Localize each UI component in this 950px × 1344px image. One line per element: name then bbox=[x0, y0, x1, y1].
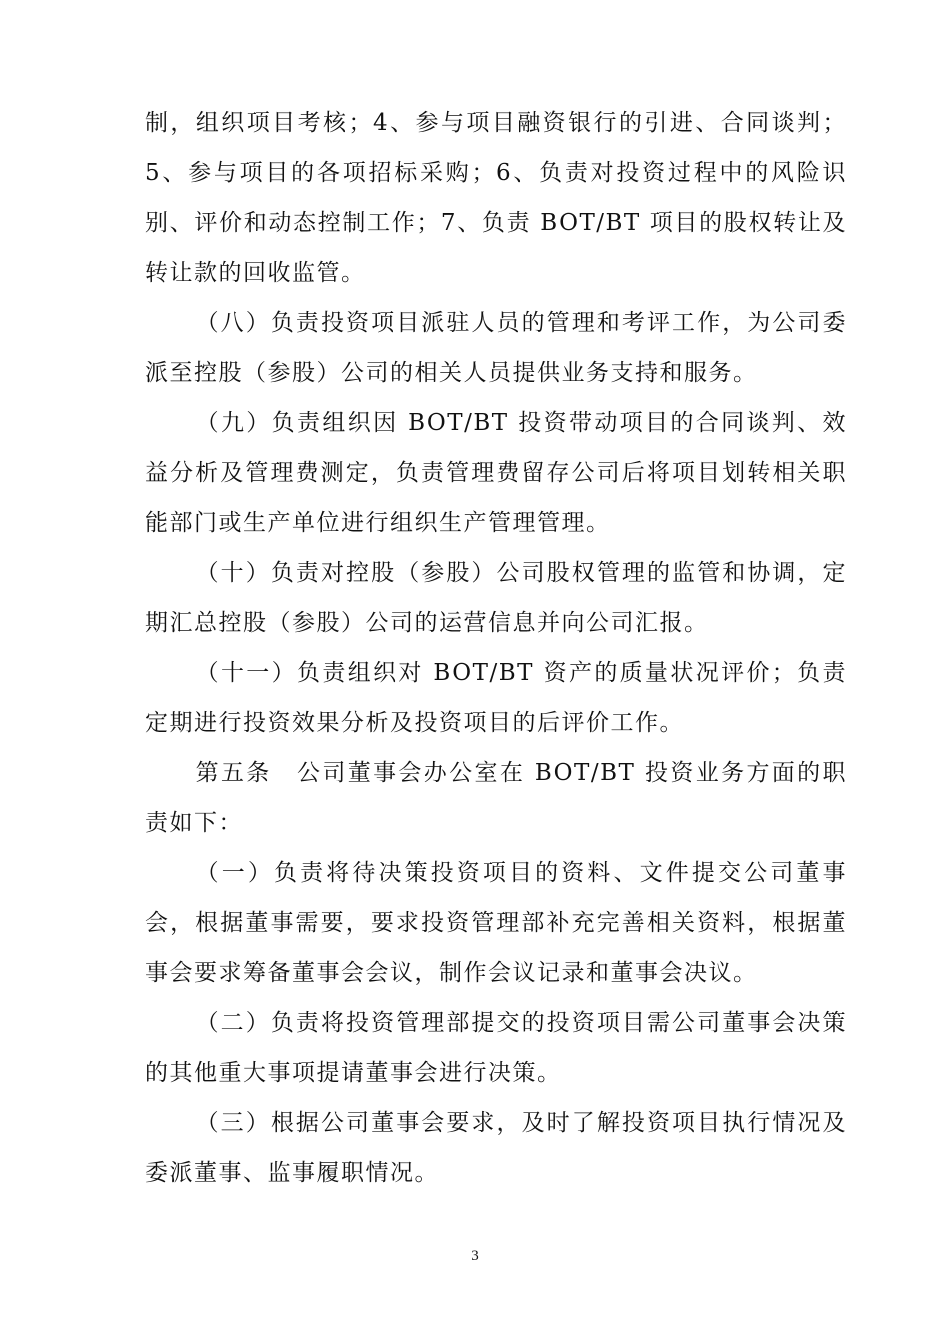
paragraph-item-9: （九）负责组织因 BOT/BT 投资带动项目的合同谈判、效益分析及管理费测定，负责管理费留存公司后将项目划转相关职能部门或生产单位进行组织生产管理管理。 bbox=[145, 410, 847, 536]
paragraph-article-5-item-1: （一）负责将待决策投资项目的资料、文件提交公司董事会，根据董事需要，要求投资管理部补充完善相关资料，根据董事会要求筹备董事会会议，制作会议记录和董事会决议。 bbox=[145, 860, 847, 986]
paragraph-item-11: （十一）负责组织对 BOT/BT 资产的质量状况评价；负责定期进行投资效果分析及投资项目的后评价工作。 bbox=[145, 660, 847, 736]
paragraph-article-5-item-3: （三）根据公司董事会要求，及时了解投资项目执行情况及委派董事、监事履职情况。 bbox=[145, 1110, 847, 1186]
paragraph-continuation: 制，组织项目考核；4、参与项目融资银行的引进、合同谈判；5、参与项目的各项招标采购；6、负责对投资过程中的风险识别、评价和动态控制工作；7、负责 BOT/BT 项目的股权转让及转让款的回收监管。 bbox=[145, 110, 847, 286]
page-number: 3 bbox=[471, 1248, 479, 1264]
paragraph-item-10: （十）负责对控股（参股）公司股权管理的监管和协调，定期汇总控股（参股）公司的运营信息并向公司汇报。 bbox=[145, 560, 847, 636]
paragraph-article-5-item-2: （二）负责将投资管理部提交的投资项目需公司董事会决策的其他重大事项提请董事会进行决策。 bbox=[145, 1010, 847, 1086]
paragraph-article-5: 第五条 公司董事会办公室在 BOT/BT 投资业务方面的职责如下： bbox=[145, 760, 847, 836]
paragraph-item-8: （八）负责投资项目派驻人员的管理和考评工作，为公司委派至控股（参股）公司的相关人员提供业务支持和服务。 bbox=[145, 310, 847, 386]
document-body bbox=[145, 98, 847, 1198]
